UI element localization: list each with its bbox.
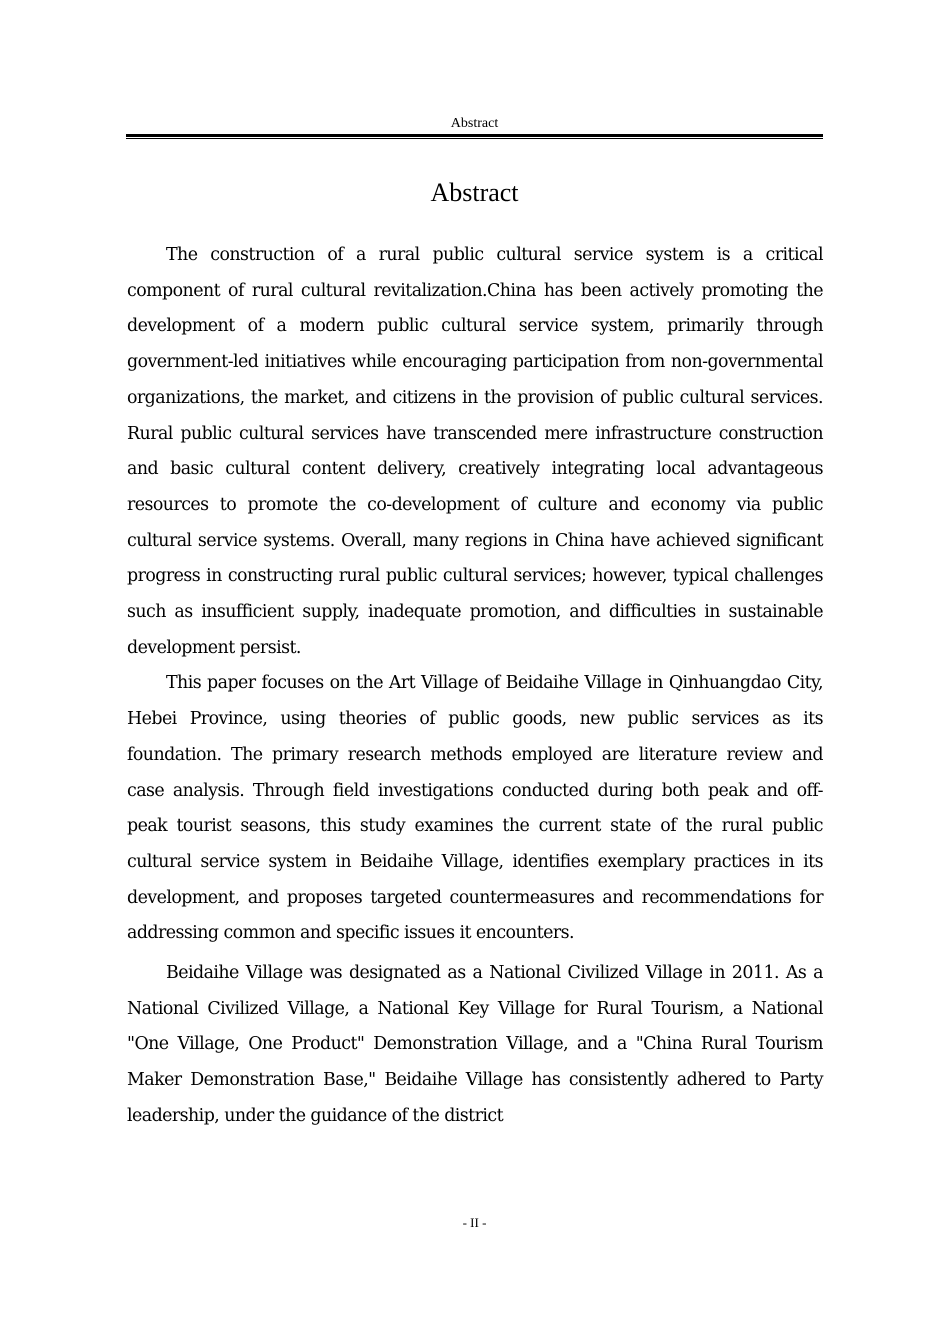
abstract-paragraph-1: The construction of a rural public cultural service system is a critical component of rural cultural revitalization.China has been actively promoting the development of a modern public cultural service system, primarily through government-led initiatives while encouraging participation from non-governmental organizations, the market, and citizens in the provision of public cultural services. Rural public cultural services have transcended mere infrastructure construction and basic cultural content delivery, creatively integrating local advantageous resources to promote the co-development of culture and economy via public cultural service systems. Overall, many regions in China have achieved significant progress in constructing rural public cultural services; however, typical challenges such as insufficient supply, inadequate promotion, and difficulties in sustainable development persist.: [127, 245, 823, 658]
abstract-body: [127, 238, 823, 1135]
page-title: Abstract: [430, 178, 519, 207]
abstract-paragraph-2: This paper focuses on the Art Village of Beidaihe Village in Qinhuangdao City, Hebei Province, using theories of public goods, new public services as its foundation. The primary research methods employed are literature review and case analysis. Through field investigations conducted during both peak and off-peak tourist seasons, this study examines the current state of the rural public cultural service system in Beidaihe Village, identifies exemplary practices in its development, and proposes targeted countermeasures and recommendations for addressing common and specific issues it encounters.: [127, 673, 823, 944]
running-header: Abstract: [450, 116, 499, 131]
page-number: - II -: [462, 1215, 487, 1230]
header-double-rule: [126, 134, 823, 139]
abstract-paragraph-3: Beidaihe Village was designated as a National Civilized Village in 2011. As a National Civilized Village, a National Key Village for Rural Tourism, a National "One Village, One Product" Demonstration Village, and a "China Rural Tourism Maker Demonstration Base," Beidaihe Village has consistently adhered to Party leadership, under the guidance of the district: [127, 963, 823, 1126]
